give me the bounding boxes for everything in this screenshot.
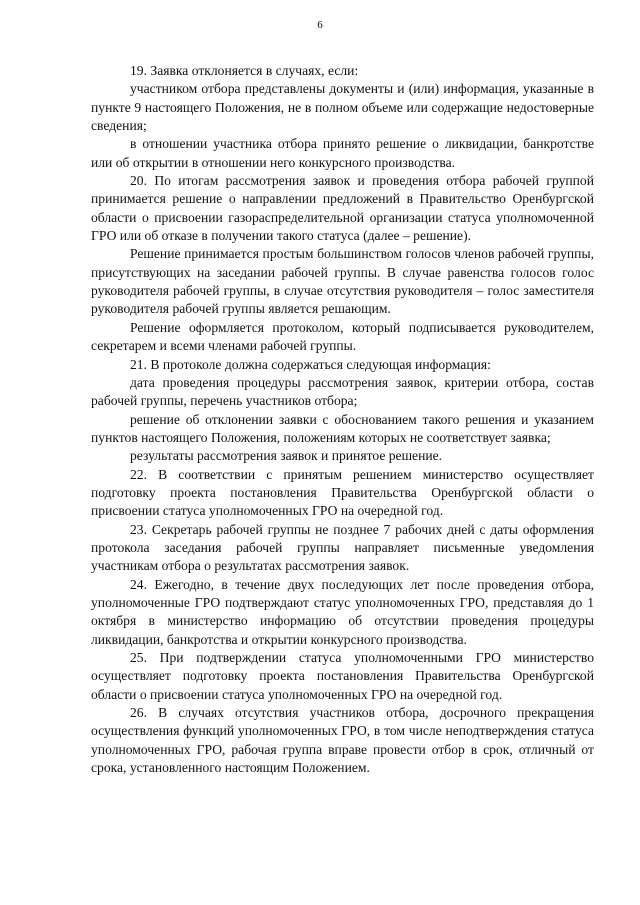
- paragraph-25: 25. При подтверждении статуса уполномоченными ГРО министерство осуществляет подготовку проекта постановления Правительства Оренбургской области о присвоении статуса уполномоченных ГРО на очередной год.: [91, 650, 594, 702]
- paragraph-21-heading: 21. В протоколе должна содержаться следующая информация:: [130, 356, 491, 372]
- page-number: 6: [317, 19, 323, 31]
- paragraph-19-case-liquidation: в отношении участника отбора принято решение о ликвидации, банкротстве или об открытии в отношении него конкурсного производства.: [91, 136, 594, 170]
- paragraph-23: 23. Секретарь рабочей группы не позднее 7 рабочих дней с даты оформления протокола заседания рабочей группы направляет письменные уведомления участникам отбора о результатах рассмотрения заявок.: [91, 521, 594, 574]
- paragraph-22: 22. В соответствии с принятым решением министерство осуществляет подготовку проекта постановления Правительства Оренбургской области о присвоении статуса уполномоченных ГРО на очередной год.: [91, 466, 594, 519]
- paragraph-20-majority: Решение принимается простым большинством голосов членов рабочей группы, присутствующих на заседании рабочей группы. В случае равенства голосов голос руководителя рабочей группы, в случае отсутствия руководителя – голос заместителя руководителя рабочей группы является решающим.: [91, 246, 594, 317]
- paragraph-21-rejection: решение об отклонении заявки с обоснованием такого решения и указанием пунктов настоящего Положения, положениям которых не соответствует заявка;: [91, 411, 594, 445]
- paragraph-21-results: результаты рассмотрения заявок и принятое решение.: [130, 448, 443, 464]
- document-body: [91, 62, 594, 777]
- paragraph-24: 24. Ежегодно, в течение двух последующих лет после проведения отбора, уполномоченные ГРО подтверждают статус уполномоченных ГРО, представляя до 1 октября в министерство информацию об отсутствии проведения процедуры ликвидации, банкротства и открытии конкурсного производства.: [91, 576, 594, 647]
- paragraph-20: 20. По итогам рассмотрения заявок и проведения отбора рабочей группой принимается решение о направлении предложений в Правительство Оренбургской области о присвоении газораспределительной организации статуса уполномоченной ГРО или об отказе в получении такого статуса (далее – решение).: [91, 173, 594, 244]
- paragraph-21-date: дата проведения процедуры рассмотрения заявок, критерии отбора, состав рабочей группы, перечень участников отбора;: [91, 374, 594, 409]
- paragraph-19-heading: 19. Заявка отклоняется в случаях, если:: [130, 63, 359, 78]
- paragraph-20-protocol: Решение оформляется протоколом, который подписывается руководителем, секретарем и всеми членами рабочей группы.: [91, 319, 594, 354]
- paragraph-26: 26. В случаях отсутствия участников отбора, досрочного прекращения осуществления функций уполномоченных ГРО, в том числе неподтверждения статуса уполномоченных ГРО, рабочая группа вправе провести отбор в срок, отличный от срока, установленного настоящим Положением.: [91, 705, 594, 776]
- paragraph-19-case-documents: участником отбора представлены документы и (или) информация, указанные в пункте 9 настоящего Положения, не в полном объеме или содержащие недостоверные сведения;: [91, 81, 594, 134]
